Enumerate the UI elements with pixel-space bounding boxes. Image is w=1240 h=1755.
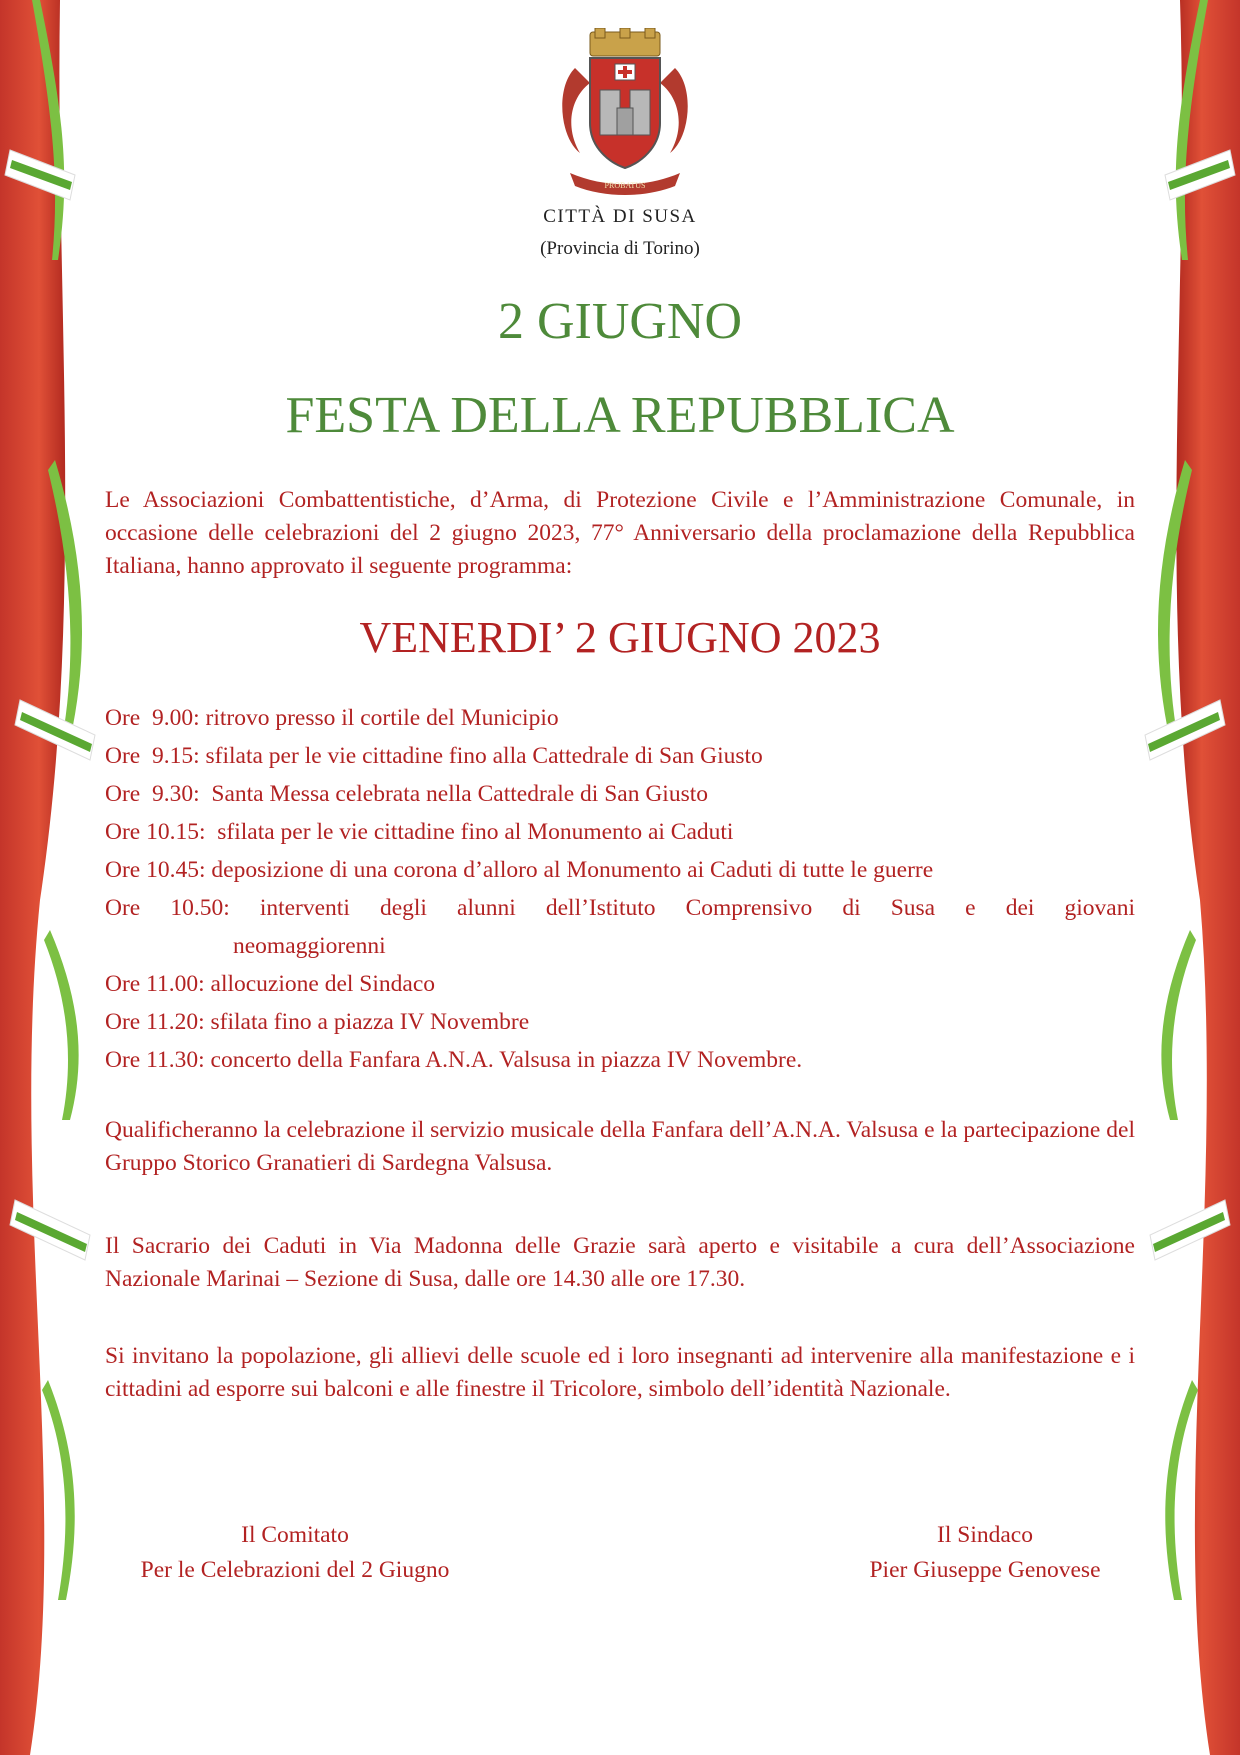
schedule-time: Ore 9.00:	[105, 705, 206, 731]
schedule-item	[105, 775, 1135, 813]
schedule-time: Ore 9.30:	[105, 781, 212, 807]
mayor-signature	[835, 1518, 1135, 1588]
poster	[105, 0, 1135, 1755]
music-paragraph: Qualificheranno la celebrazione il servizio musicale della Fanfara dell’A.N.A. Valsusa e la partecipazione del Gruppo Storico Granatieri di Sardegna Valsusa.	[105, 1117, 1135, 1176]
crest-motto: PROBATUS	[604, 181, 646, 190]
schedule-time: Ore 10.50:	[105, 895, 260, 921]
page-title: 2 GIUGNO	[497, 293, 743, 350]
schedule-time: Ore 9.15:	[105, 743, 206, 769]
signature-title: Il Comitato	[241, 1522, 349, 1548]
schedule-item	[105, 889, 1135, 927]
signature-name: Pier Giuseppe Genovese	[869, 1557, 1101, 1583]
page-subtitle: FESTA DELLA REPUBBLICA	[285, 387, 955, 444]
city-crest-icon	[555, 28, 695, 198]
schedule-time: Ore 10.45:	[105, 857, 212, 883]
schedule-item	[105, 813, 1135, 851]
schedule-text: sfilata per le vie cittadine fino alla Cattedrale di San Giusto	[205, 743, 763, 769]
schedule-item	[105, 1003, 1135, 1041]
schedule-text: sfilata fino a piazza IV Novembre	[210, 1009, 530, 1035]
schedule-item-continuation	[105, 927, 1135, 965]
schedule-list	[105, 699, 1135, 1079]
schedule-item	[105, 1041, 1135, 1079]
province-name: (Provincia di Torino)	[540, 238, 700, 259]
schedule-text: allocuzione del Sindaco	[210, 971, 435, 997]
committee-signature	[105, 1518, 485, 1588]
schedule-time: Ore 11.30:	[105, 1047, 211, 1073]
schedule-item	[105, 737, 1135, 775]
schedule-text: Santa Messa celebrata nella Cattedrale di San Giusto	[211, 781, 708, 807]
intro-paragraph: Le Associazioni Combattentistiche, d’Arma, di Protezione Civile e l’Amministrazione Comunale, in occasione delle celebrazioni del 2 giugno 2023, 77° Anniversario della proclamazione della Repubblica Italiana, hanno approvato il seguente programma:	[105, 487, 1135, 579]
schedule-time: Ore 11.20:	[105, 1009, 211, 1035]
schedule-text: deposizione di una corona d’alloro al Monumento ai Caduti di tutte le guerre	[211, 857, 934, 883]
sacrario-paragraph: Il Sacrario dei Caduti in Via Madonna delle Grazie sarà aperto e visitabile a cura dell’Associazione Nazionale Marinai – Sezione di Susa, dalle ore 14.30 alle ore 17.30.	[105, 1233, 1135, 1292]
schedule-time: Ore 11.00:	[105, 971, 211, 997]
schedule-text: concerto della Fanfara A.N.A. Valsusa in piazza IV Novembre.	[210, 1047, 803, 1073]
schedule-item	[105, 699, 1135, 737]
schedule-item	[105, 965, 1135, 1003]
schedule-text: ritrovo presso il cortile del Municipio	[205, 705, 559, 731]
schedule-time: Ore 10.15:	[105, 819, 218, 845]
schedule-item	[105, 851, 1135, 889]
tricolore-ribbon-right	[1130, 0, 1240, 1755]
invitation-paragraph: Si invitano la popolazione, gli allievi delle scuole ed i loro insegnanti ad intervenire alla manifestazione e i cittadini ad esporre sui balconi e alle finestre il Tricolore, simbolo dell’identità Nazionale.	[105, 1343, 1135, 1402]
schedule-text: neomaggiorenni	[233, 933, 386, 959]
schedule-text: sfilata per le vie cittadine fino al Monumento ai Caduti	[217, 819, 734, 845]
signature-name: Per le Celebrazioni del 2 Giugno	[140, 1557, 450, 1583]
event-date: VENERDI’ 2 GIUGNO 2023	[359, 613, 881, 662]
city-name: CITTÀ DI SUSA	[543, 206, 697, 227]
tricolore-ribbon-left	[0, 0, 110, 1755]
schedule-text: interventi degli alunni dell’Istituto Comprensivo di Susa e dei giovani	[259, 895, 1135, 921]
signature-title: Il Sindaco	[937, 1522, 1033, 1548]
